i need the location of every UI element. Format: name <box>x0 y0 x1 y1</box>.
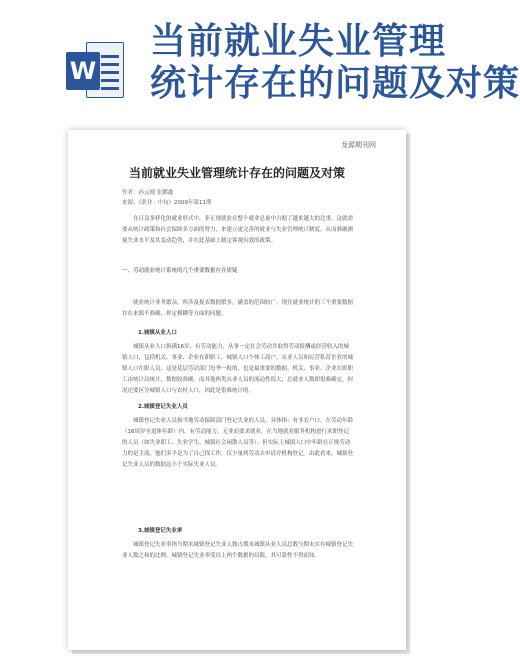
subheading-2: 2.城镇登记失业人员 <box>138 404 188 410</box>
subheading-3: 3.城镇登记失业率 <box>138 528 183 534</box>
paragraph-3: 城镇登记失业率指当期末城镇登记失业人数占期末城镇从业人员总数与期末实有城镇登记失业人数之和的比例，城镇登记失业率受以上两个数据的局限，其可靠性不得而知。 <box>122 542 354 559</box>
intro-paragraph: 就业统计业务繁杂，所涉及报表数据繁多，涵盖的范围较广。现在就业统计的三个重要数据存在来源不准确、界定模糊等方面的问题。 <box>122 300 354 317</box>
document-title: 当前就业失业管理统计存在的问题及对策 <box>128 166 345 180</box>
document-page <box>68 130 406 650</box>
site-label: 龙源期刊网 <box>341 141 376 149</box>
abstract-paragraph: 在日益多样化的就业形式中，非正规就业在整个就业总量中占据了越来越大的比重。这就需要从统计政策和社会保障多方面的努力，来建立更完善的就业与失业管理统计制度，从而准确测量失业水平及其变动趋势，并在此基础上制定客观有效的政策。 <box>122 216 354 244</box>
preview-title-line2: 统计存在的问题及对策 <box>150 63 520 104</box>
preview-header <box>0 0 520 120</box>
paragraph-2: 城镇登记失业人员指当地劳动保障部门登记失业的人员，具体指：有非农户口，在劳动年龄（16周岁至退休年龄）内，有劳动能力，无业而要求就业，在当地就业服务机构进行求职登记的人员（如失业职工、失业学生、城镇社会闲散人员等）。但实际上城镇人口中年龄在正规劳动力的是主流，他们多半是为了自己找工作，仅少量到劳动去申请介机构登记。由此看来，城镇登记失业人员的数据远小于实际失业人员。 <box>122 418 354 468</box>
source-line: 来源：《职业 · 中旬》2009年第11期 <box>122 200 212 206</box>
author-line: 作者：孙云刚 张鹏鑫 <box>122 190 174 196</box>
preview-title-line1: 当前就业失业管理 <box>150 21 447 62</box>
paragraph-1: 城镇从业人口指满16岁、有劳动能力，从事一定社会劳动并取得劳动报酬或经营收入的城镇人口，包括机关、事业、企业在职职工，城镇人口个体工商户、从业人员和民营私营企业的城镇人口在职人员，这是基层劳动部门每季一报的，也是最重要的数据。机关、事业、企业在职职工由统计局统计，数据较准确。而其他两类从业人员的流动性很大，总就业人数即很难确定，何况还要区分城镇人口与农村人口，因此是很难统计的。 <box>122 344 354 394</box>
section-heading: 一、劳动就业统计系统的几个重要数据存在质疑 <box>122 268 238 274</box>
subheading-1: 1.城镇从业人口 <box>138 330 177 336</box>
word-badge: W <box>66 52 100 90</box>
word-icon <box>66 38 124 100</box>
